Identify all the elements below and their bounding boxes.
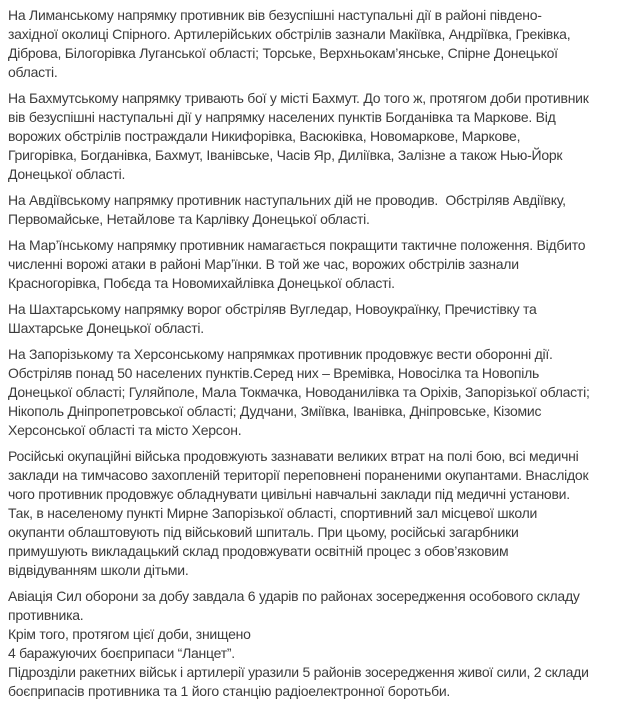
text-line: Авіація Сил оборони за добу завдала 6 ударів по районах зосередження особового складу [8, 588, 580, 604]
text-line: На Мар’їнському напрямку противник намагається покращити тактичне положення. Відбито [8, 237, 586, 253]
paragraph-avdiivka-direction [8, 191, 615, 229]
text-line: Підрозділи ракетних військ і артилерії уразили 5 районів зосередження живої сили, 2 склади [8, 664, 589, 680]
text-line: На Бахмутському напрямку тривають бої у місті Бахмут. До того ж, протягом доби противник [8, 90, 589, 106]
paragraph-occupiers-hospitals [8, 447, 615, 580]
paragraph-zaporizhzhia-kherson-direction [8, 345, 615, 440]
text-line: області. [8, 64, 58, 80]
text-line: численні ворожі атаки в районі Мар’їнки. В той же час, ворожих обстрілів зазнали [8, 256, 519, 272]
text-line: ворожих обстрілів постраждали Никифорівка, Васюківка, Новомаркове, Маркове, [8, 128, 521, 144]
text-line: Так, в населеному пункті Мирне Запорізької області, спортивний зал місцевої школи [8, 505, 538, 521]
text-line: На Шахтарському напрямку ворог обстріляв Вугледар, Новоукраїнку, Пречистівку та [8, 301, 537, 317]
text-line: Шахтарське Донецької області. [8, 320, 204, 336]
text-line: Донецької області. [8, 166, 126, 182]
text-line: На Запорізькому та Херсонському напрямках противник продовжує вести оборонні дії. [8, 346, 553, 362]
paragraph-shakhtarsk-direction [8, 300, 615, 338]
text-line: Григорівка, Богданівка, Бахмут, Іванівське, Часів Яр, Диліївка, Залізне а також Нью-Йорк [8, 147, 563, 163]
text-line: Донецької області; Гуляйполе, Мала Токмачка, Новоданилівка та Оріхів, Запорізької області; [8, 384, 590, 400]
paragraph-lyman-direction [8, 6, 615, 82]
text-line: примушують викладацький склад продовжувати освітній процес з обов’язковим [8, 543, 509, 559]
paragraph-marinka-direction [8, 236, 615, 293]
text-line: Херсонської області та місто Херсон. [8, 422, 242, 438]
text-line: Крім того, протягом цієї доби, знищено [8, 626, 251, 642]
paragraph-bakhmut-direction [8, 89, 615, 184]
text-line: противника. [8, 607, 84, 623]
text-line: Первомайське, Нетайлове та Карлівку Донецької області. [8, 211, 370, 227]
text-line: На Авдіївському напрямку противник наступальних дій не проводив. Обстріляв Авдіївку, [8, 192, 566, 208]
text-line: Обстріляв понад 50 населених пунктів.Серед них – Времівка, Новосілка та Новопіль [8, 365, 540, 381]
text-line: чого противник продовжує обладнувати цивільні навчальні заклади під медичні установи. [8, 486, 570, 502]
text-line: відвідуванням школи дітьми. [8, 562, 189, 578]
text-line: заклади на тимчасово захопленій території переповнені пораненими окупантами. Внаслідок [8, 467, 589, 483]
text-line: Красногорівка, Побєда та Новомихайлівка Донецької області. [8, 275, 395, 291]
text-line: вів безуспішні наступальні дії у напрямку населених пунктів Богданівка та Маркове. Від [8, 109, 556, 125]
text-line: На Лиманському напрямку противник вів безуспішні наступальні дії в районі південо- [8, 7, 542, 23]
text-line: Нікополь Дніпропетровської області; Дудчани, Зміївка, Іванівка, Дніпровське, Кізомис [8, 403, 542, 419]
text-line: Російські окупаційні війська продовжують зазнавати великих втрат на полі бою, всі медичні [8, 448, 579, 464]
text-line: Діброва, Білогорівка Луганської області; Торське, Верхньокам’янське, Спірне Донецької [8, 45, 558, 61]
text-line: західної околиці Спірного. Артилерійських обстрілів зазнали Макіївка, Андріївка, Греківка, [8, 26, 571, 42]
paragraph-aviation-strikes [8, 587, 615, 701]
text-line: 4 баражуючих боєприпаси “Ланцет”. [8, 645, 235, 661]
text-line: окупанти облаштовують під військовий шпиталь. При цьому, російські загарбники [8, 524, 519, 540]
text-line: боєприпасів противника та 1 його станцію радіоелектронної боротьби. [8, 683, 451, 699]
